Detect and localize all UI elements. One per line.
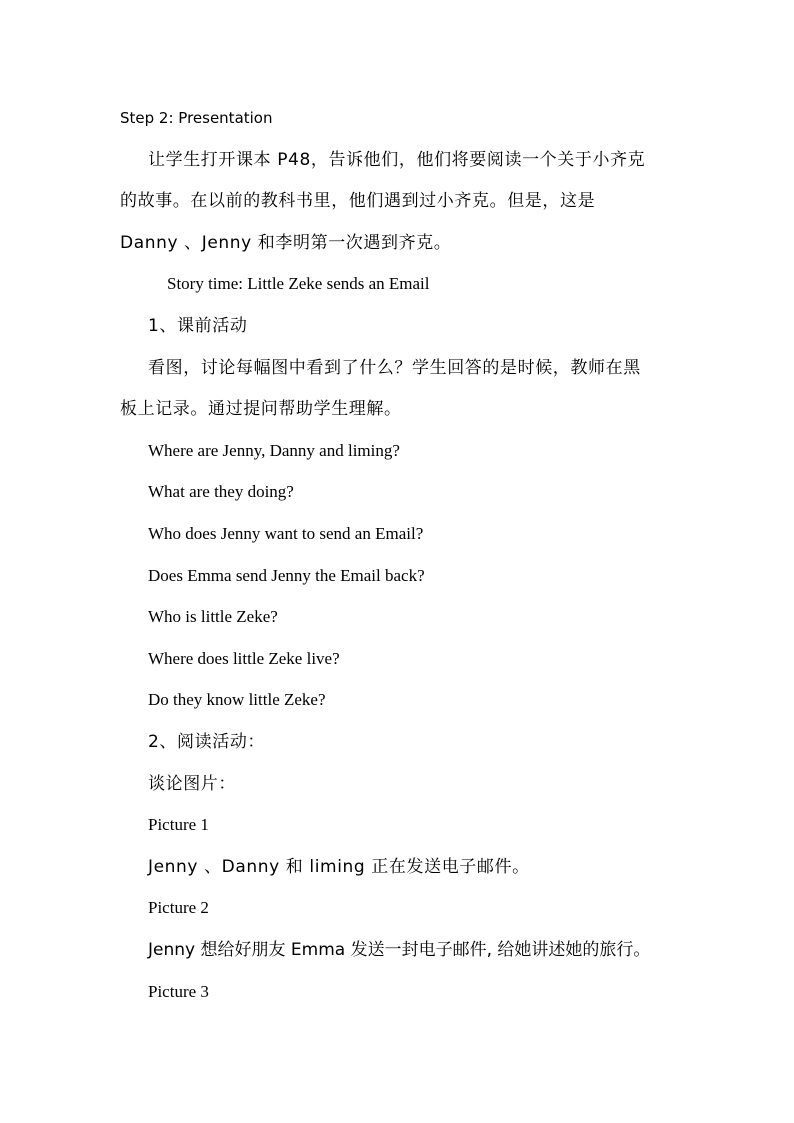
picture-3-label: Picture 3 [148,982,209,1001]
question-1: Where are Jenny, Danny and liming? [148,441,400,460]
question-5: Who is little Zeke? [148,607,278,626]
question-4: Does Emma send Jenny the Email back? [148,566,425,585]
question-7: Do they know little Zeke? [148,690,326,709]
section-2-title: 2、阅读活动： [148,732,266,752]
section-1-para-line-2: 板上记录。通过提问帮助学生理解。 [120,399,402,419]
intro-line-2: 的故事。在以前的教科书里，他们遇到过小齐克。但是，这是 [120,191,596,211]
section-1-para-line-1: 看图，讨论每幅图中看到了什么？学生回答的是时候，教师在黑 [148,358,641,378]
intro-line-3: Danny 、Jenny 和李明第一次遇到齐克。 [120,233,452,253]
picture-2-text: Jenny 想给好朋友 Emma 发送一封电子邮件, 给她讲述她的旅行。 [148,940,651,960]
question-6: Where does little Zeke live? [148,649,340,668]
picture-2-label: Picture 2 [148,898,209,917]
picture-1-label: Picture 1 [148,815,209,834]
step-heading: Step 2: Presentation [120,109,273,127]
intro-line-1: 让学生打开课本 P48，告诉他们，他们将要阅读一个关于小齐克 [148,150,646,170]
section-1-title: 1、课前活动 [148,316,248,336]
question-3: Who does Jenny want to send an Email? [148,524,424,543]
picture-1-text: Jenny 、Danny 和 liming 正在发送电子邮件。 [148,857,530,877]
story-title: Story time: Little Zeke sends an Email [167,274,430,293]
question-2: What are they doing? [148,482,294,501]
section-2-subtitle: 谈论图片： [148,774,236,794]
